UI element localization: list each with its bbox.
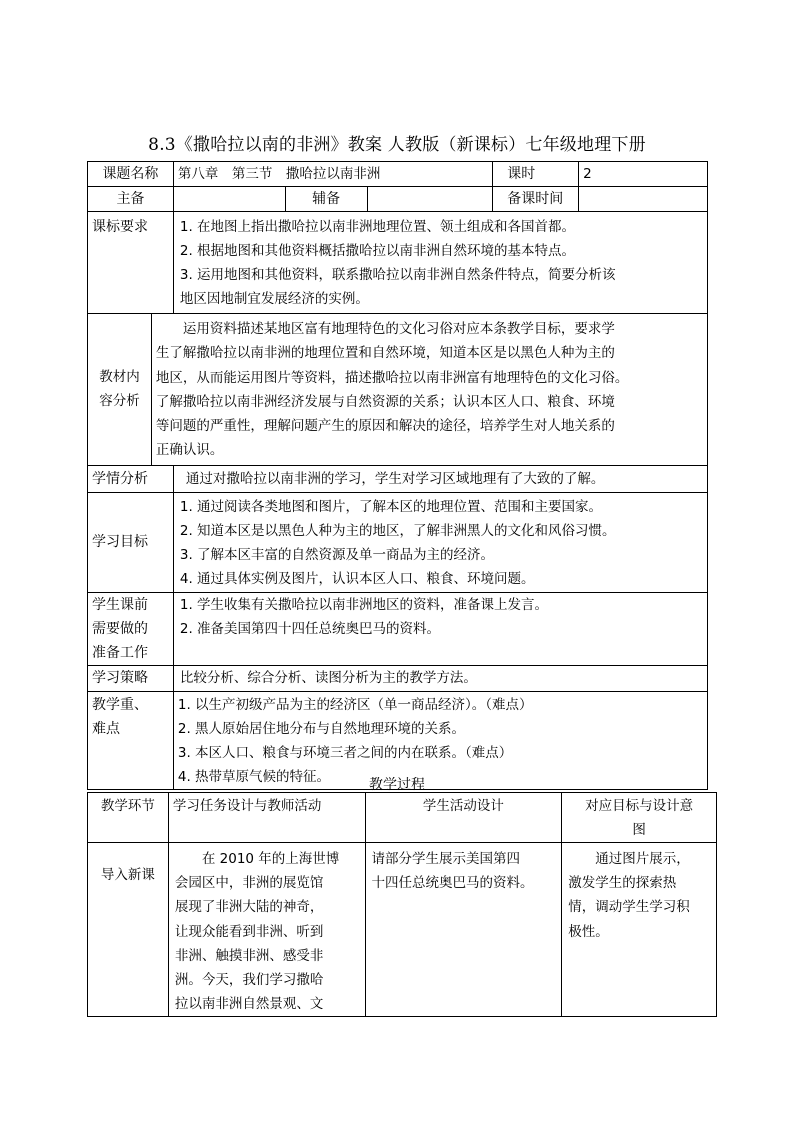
- process-table: [87, 792, 717, 1017]
- key-point-item: 1. 以生产初级产品为主的经济区（单一商品经济）。（难点）: [177, 696, 533, 713]
- lesson-plan-table: [87, 161, 708, 790]
- header-target-line: 对应目标与设计意: [585, 798, 694, 814]
- topic-label: 课题名称: [88, 162, 174, 187]
- prep-time-value: [579, 187, 708, 212]
- material-row: [88, 314, 708, 466]
- key-points-label-line: 教学重、: [92, 696, 148, 713]
- objective-item: 3. 了解本区丰富的自然资源及单一商品为主的经济。: [179, 546, 495, 563]
- strategy-row: [88, 665, 708, 691]
- intro-task: [168, 843, 365, 1017]
- assist-value: [367, 187, 493, 212]
- topic-row: [88, 162, 708, 187]
- intro-task-line: 展现了非洲大陆的神奇，: [174, 899, 324, 916]
- standards-label: 课标要求: [88, 212, 174, 314]
- intro-task-line: 会园区中，非洲的展览馆: [174, 875, 324, 892]
- topic-value: 第八章 第三节 撒哈拉以南非洲: [173, 162, 492, 187]
- intro-task-line: 拉以南非洲自然景观、文: [174, 996, 324, 1013]
- objective-item: 2. 知道本区是以黑色人种为主的地区，了解非洲黑人的文化和风俗习惯。: [179, 522, 616, 539]
- key-point-item: 3. 本区人口、粮食与环境三者之间的内在联系。（难点）: [177, 744, 513, 761]
- intro-row: [88, 843, 717, 1017]
- key-point-item: 4. 热带草原气候的特征。: [177, 768, 331, 785]
- lead-label: 主备: [88, 187, 174, 212]
- intro-target: [562, 843, 717, 1017]
- material-line: 正确认识。: [155, 442, 224, 459]
- material-label: [88, 314, 152, 466]
- process-header-row: [88, 793, 717, 843]
- objectives-row: [88, 492, 708, 592]
- material-content: [151, 314, 707, 466]
- header-target: [562, 793, 717, 843]
- preparation-row: [88, 592, 708, 665]
- prep-time-label: 备课时间: [493, 187, 579, 212]
- objectives-label: 学习目标: [88, 492, 174, 592]
- intro-stage: 导入新课: [88, 843, 169, 1017]
- learning-situation-row: [88, 465, 708, 492]
- intro-student: [365, 843, 562, 1017]
- intro-target-line: 情，调动学生学习积: [568, 899, 690, 916]
- standards-item: 3. 运用地图和其他资料，联系撒哈拉以南非洲自然条件特点，简要分析该: [179, 267, 616, 283]
- intro-student-line: 十四任总统奥巴马的资料。: [371, 875, 534, 892]
- objective-item: 4. 通过具体实例及图片，认识本区人口、粮食、环境问题。: [179, 570, 535, 587]
- period-value: 2: [579, 162, 708, 187]
- strategy-label: 学习策略: [88, 665, 174, 691]
- material-line: 等问题的严重性，理解问题产生的原因和解决的途径，培养学生对人地关系的: [155, 418, 615, 435]
- material-line: 生了解撒哈拉以南非洲的地理位置和自然环境，知道本区是以黑色人种为主的: [155, 345, 615, 362]
- learning-situation-text: 通过对撒哈拉以南非洲的学习，学生对学习区域地理有了大致的了解。: [173, 465, 707, 492]
- intro-target-line: 通过图片展示，: [595, 851, 690, 867]
- header-stage: 教学环节: [88, 793, 169, 843]
- material-label-line: 容分析: [99, 393, 140, 410]
- material-label-line: 教材内: [99, 369, 140, 386]
- standards-item: 1. 在地图上指出撒哈拉以南非洲地理位置、领土组成和各国首都。: [179, 219, 576, 235]
- objectives-content: [173, 492, 707, 592]
- preparation-label-line: 学生课前: [92, 596, 148, 613]
- objective-item: 1. 通过阅读各类地图和图片，了解本区的地理位置、范围和主要国家。: [179, 498, 603, 515]
- key-point-item: 2. 黑人原始居住地分布与自然地理环境的关系。: [177, 720, 466, 737]
- preparation-item: 1. 学生收集有关撒哈拉以南非洲地区的资料，准备课上发言。: [179, 596, 549, 613]
- header-task: 学习任务设计与教师活动: [168, 793, 365, 843]
- standards-item: 2. 根据地图和其他资料概括撒哈拉以南非洲自然环境的基本特点。: [179, 243, 576, 259]
- period-label: 课时: [493, 162, 579, 187]
- intro-student-line: 请部分学生展示美国第四: [371, 851, 521, 867]
- preparation-label: [88, 592, 174, 665]
- header-student: 学生活动设计: [365, 793, 562, 843]
- preparation-item: 2. 准备美国第四十四任总统奥巴马的资料。: [179, 620, 441, 637]
- header-target-line: 图: [632, 822, 646, 838]
- material-line: 运用资料描述某地区富有地理特色的文化习俗对应本条教学目标，要求学: [182, 321, 615, 337]
- intro-task-line: 洲。今天，我们学习撒哈: [174, 972, 324, 989]
- material-line: 了解撒哈拉以南非洲经济发展与自然资源的关系；认识本区人口、粮食、环境: [155, 393, 615, 410]
- learning-situation-label: 学情分析: [88, 465, 174, 492]
- strategy-text: 比较分析、综合分析、读图分析为主的教学方法。: [173, 665, 707, 691]
- assist-label: 辅备: [285, 187, 367, 212]
- preparer-row: [88, 187, 708, 212]
- process-heading: 教学过程: [369, 777, 425, 793]
- document-title: 8.3《撒哈拉以南的非洲》教案 人教版（新课标）七年级地理下册: [148, 135, 646, 155]
- intro-task-line: 让现众能看到非洲、听到: [174, 923, 324, 940]
- intro-task-line: 在 2010 年的上海世博: [201, 851, 340, 867]
- preparation-label-line: 需要做的: [92, 620, 148, 637]
- preparation-label-line: 准备工作: [92, 644, 148, 661]
- intro-target-line: 极性。: [568, 923, 609, 940]
- standards-row: [88, 212, 708, 314]
- intro-target-line: 激发学生的探索热: [568, 875, 677, 892]
- standards-content: [173, 212, 707, 314]
- lead-value: [173, 187, 285, 212]
- preparation-content: [173, 592, 707, 665]
- intro-task-line: 非洲、触摸非洲、感受非: [174, 947, 324, 964]
- standards-item: 地区因地制宜发展经济的实例。: [179, 291, 369, 307]
- material-line: 地区，从而能运用图片等资料，描述撒哈拉以南非洲富有地理特色的文化习俗。: [155, 369, 629, 386]
- key-points-label-line: 难点: [92, 720, 120, 737]
